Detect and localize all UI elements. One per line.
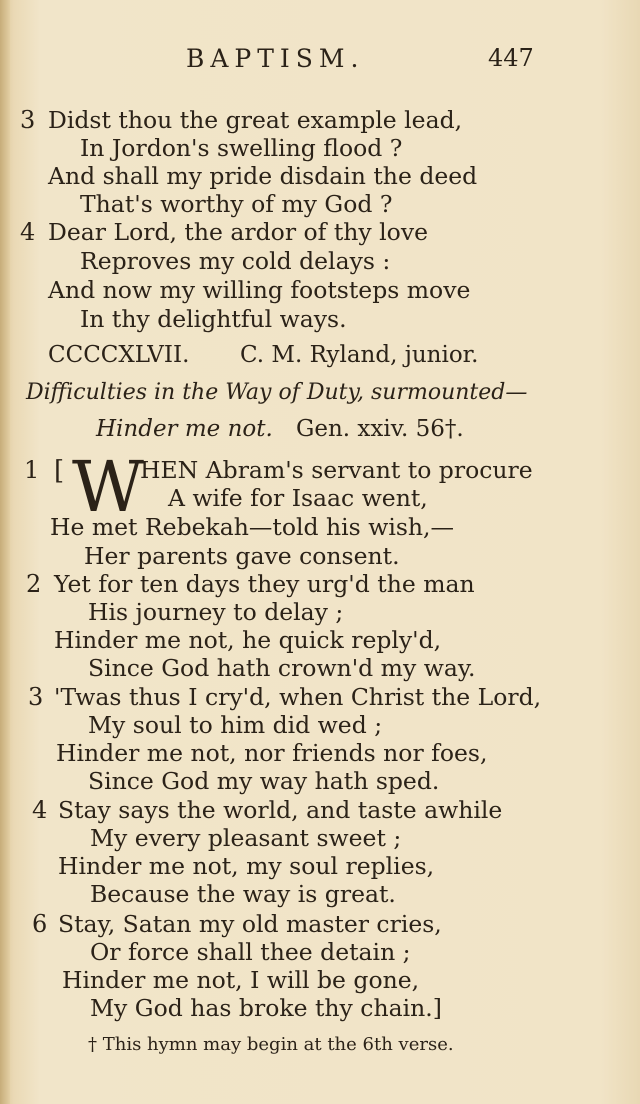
verse-number: 6 bbox=[32, 910, 48, 938]
verse-line: Reproves my cold delays : bbox=[80, 247, 391, 275]
verse-line: Since God hath crown'd my way. bbox=[88, 654, 476, 682]
verse-line: Stay says the world, and taste awhile bbox=[58, 796, 503, 824]
verse-line: His journey to delay ; bbox=[88, 598, 344, 626]
verse-line: In Jordon's swelling flood ? bbox=[80, 134, 403, 162]
verse-line: Or force shall thee detain ; bbox=[90, 938, 411, 966]
verse-number: 4 bbox=[20, 218, 36, 246]
verse-number: 4 bbox=[32, 796, 48, 824]
hymn-number: CCCCXLVII. bbox=[48, 342, 190, 368]
verse-line: In thy delightful ways. bbox=[80, 305, 347, 333]
verse-line: Her parents gave consent. bbox=[84, 542, 400, 570]
verse-line: Hinder me not, he quick reply'd, bbox=[54, 626, 442, 654]
hymn-text-quote: Hinder me not. bbox=[96, 416, 273, 442]
page-gutter bbox=[0, 0, 10, 1104]
verse-line: My every pleasant sweet ; bbox=[90, 824, 402, 852]
verse-line: That's worthy of my God ? bbox=[80, 190, 393, 218]
verse-line: HEN Abram's servant to procure bbox=[140, 456, 533, 484]
verse-line: My God has broke thy chain.] bbox=[90, 994, 442, 1022]
verse-line: Because the way is great. bbox=[90, 880, 396, 908]
verse-line: He met Rebekah—told his wish,— bbox=[50, 513, 455, 541]
verse-line: Hinder me not, my soul replies, bbox=[58, 852, 435, 880]
verse-line: My soul to him did wed ; bbox=[88, 711, 383, 739]
verse-line: Since God my way hath sped. bbox=[88, 767, 440, 795]
verse-line: Hinder me not, nor friends nor foes, bbox=[56, 739, 488, 767]
verse-line: Yet for ten days they urg'd the man bbox=[54, 570, 475, 598]
verse-line: And shall my pride disdain the deed bbox=[48, 162, 478, 190]
running-head bbox=[0, 44, 640, 84]
hymn-text-reference: Gen. xxiv. 56†. bbox=[296, 416, 464, 442]
verse-number: 3 bbox=[20, 106, 36, 134]
verse-line: And now my willing footsteps move bbox=[48, 276, 471, 304]
verse-line: 'Twas thus I cry'd, when Christ the Lord, bbox=[54, 683, 542, 711]
verse-line: Hinder me not, I will be gone, bbox=[62, 966, 420, 994]
footnote: † This hymn may begin at the 6th verse. bbox=[88, 1034, 454, 1055]
verse-number: 2 bbox=[26, 570, 42, 598]
drop-cap: W bbox=[72, 446, 144, 528]
hymn-subtitle: Difficulties in the Way of Duty, surmounted— bbox=[26, 380, 528, 405]
opening-bracket: [ bbox=[54, 456, 65, 486]
page-number: 447 bbox=[488, 44, 534, 72]
verse-number: 1 bbox=[24, 456, 40, 484]
verse-line: A wife for Isaac went, bbox=[168, 484, 428, 512]
verse-line: Didst thou the great example lead, bbox=[48, 106, 463, 134]
verse-line: Dear Lord, the ardor of thy love bbox=[48, 218, 429, 246]
hymn-author: C. M. Ryland, junior. bbox=[240, 342, 479, 368]
running-head-title: BAPTISM. bbox=[186, 44, 365, 73]
verse-number: 3 bbox=[28, 683, 44, 711]
verse-line: Stay, Satan my old master cries, bbox=[58, 910, 442, 938]
